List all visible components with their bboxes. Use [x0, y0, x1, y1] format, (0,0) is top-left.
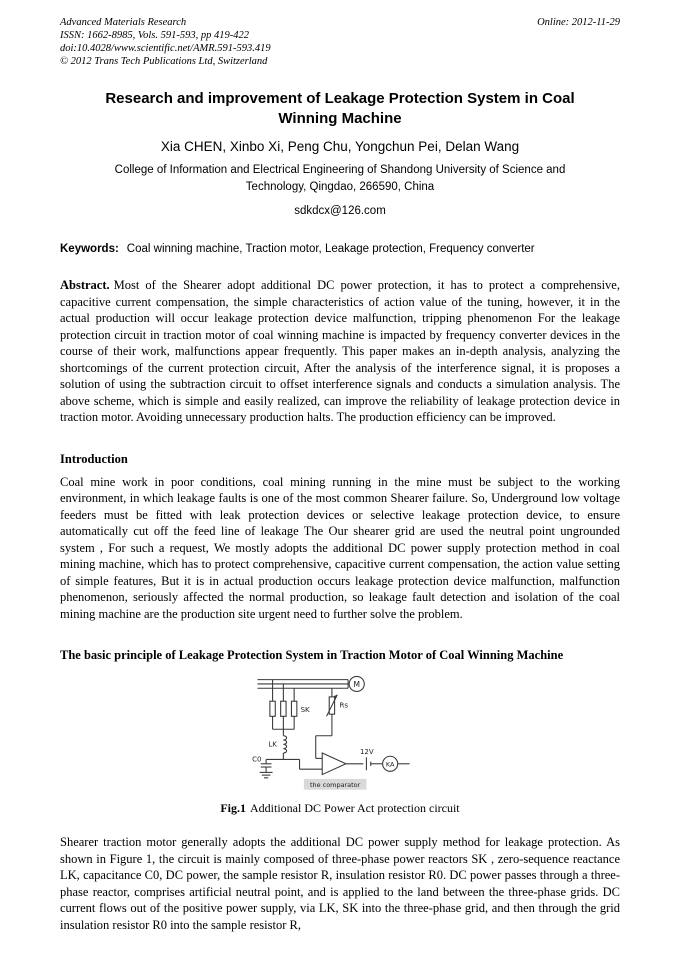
keywords-line	[60, 243, 620, 255]
authors-line: Xia CHEN, Xinbo Xi, Peng Chu, Yongchun Pei, Delan Wang	[160, 139, 520, 154]
motor-label: M	[353, 680, 360, 690]
circuit-diagram-icon	[251, 671, 429, 794]
journal-copyright: © 2012 Trans Tech Publications Ltd, Switzerland	[60, 56, 268, 68]
c0-label: C0	[252, 754, 262, 764]
ka-label: KA	[385, 760, 395, 769]
journal-doi: doi:10.4028/www.scientific.net/AMR.591-593.419	[60, 43, 271, 55]
introduction-paragraph: Coal mine work in poor conditions, coal mining running in the mine must be subject to the working environment, in which leakage faults is one of the most common Shearer failure. So, Underground low voltage feeders must be fitted with leak protection devices or selective leakage protection device, to ensure automatically cut off the feed line of leakage The Our shearer grid are used the neutral point ungrounded system , For such a request, We mostly adopts the additional DC power supply protection method in coal mining machine, which has to protect comprehensive, capacitive current compensation, the action value setting of simple features, But it is in actual production occurs leakage protection device malfunction, malfunction phenomenon, seriously affected the normal production, so leakage fault detection and isolation of the coal mining machine are the production site urgent need to further solve the problem.	[60, 474, 620, 621]
lk-label: LK	[268, 739, 277, 749]
journal-name: Advanced Materials Research	[60, 17, 187, 28]
paper-title: Research and improvement of Leakage Protection System in Coal Winning Machine	[105, 89, 575, 127]
abstract-label: Abstract.	[60, 278, 110, 293]
journal-issn: ISSN: 1662-8985, Vols. 591-593, pp 419-422	[60, 30, 249, 42]
journal-header	[60, 16, 620, 69]
rs-label: Rs	[339, 701, 348, 711]
abstract-paragraph	[60, 277, 620, 426]
section-heading-introduction: Introduction	[60, 451, 128, 466]
journal-info	[60, 16, 271, 69]
figure-caption-text: Additional DC Power Act protection circuit	[250, 801, 460, 816]
section-heading-principle: The basic principle of Leakage Protection System in Traction Motor of Coal Winning Machine	[60, 648, 564, 663]
comparator-label: the comparator	[309, 781, 361, 790]
abstract-text: Most of the Shearer adopt additional DC power protection, it has to protect a comprehensive, capacitive current compensation, the simple characteristics of action value of the tuning, however, it in the actual production will occur leakage protection device malfunction, tripping phenomenon For the leakage protection circuit in traction motor of coal winning machine is impacted by frequency converter devices in the course of their work, malfunctions appear frequently. This paper makes an in-depth analysis, analyzing the shortcomings of the current protection circuit, After the analysis of the interference signal, it is proposes a solution of using the subtraction circuit to offset interference signals and conducts a simulation analysis. The above scheme, which is simple and easily realized, can improve the reliability of leakage protection device in traction motor. Avoiding unnecessary production halts. The production efficiency can be improved.	[60, 278, 620, 425]
affiliation: College of Information and Electrical Engineering of Shandong University of Science and Technology, Qingdao, 266590, China	[114, 164, 566, 193]
figure-1	[60, 671, 620, 816]
keywords-label: Keywords:	[60, 243, 119, 256]
keywords-text: Coal winning machine, Traction motor, Leakage protection, Frequency converter	[126, 243, 535, 256]
contact-email: sdkdcx@126.com	[294, 205, 386, 218]
figure-caption-label: Fig.1	[220, 801, 247, 816]
v12-label: 12V	[359, 747, 374, 757]
principle-paragraph: Shearer traction motor generally adopts the additional DC power supply method for leakage protection. As shown in Figure 1, the circuit is mainly composed of three-phase power reactors SK , zero-sequence reactance LK, capacitance C0, DC power, the sample resistor R, insulation resistor R0. DC power passes through a three-phase reactor, comprises artificial neutral point, and is applied to the land between the three-phase grids. DC current flows out of the positive power supply, via LK, SK into the three-phase grid, and then through the grid insulation resistor R0 into the sample resistor R,	[60, 835, 620, 932]
figure-caption	[60, 801, 620, 816]
online-date: Online: 2012-11-29	[537, 17, 620, 28]
sk-label: SK	[300, 705, 310, 715]
